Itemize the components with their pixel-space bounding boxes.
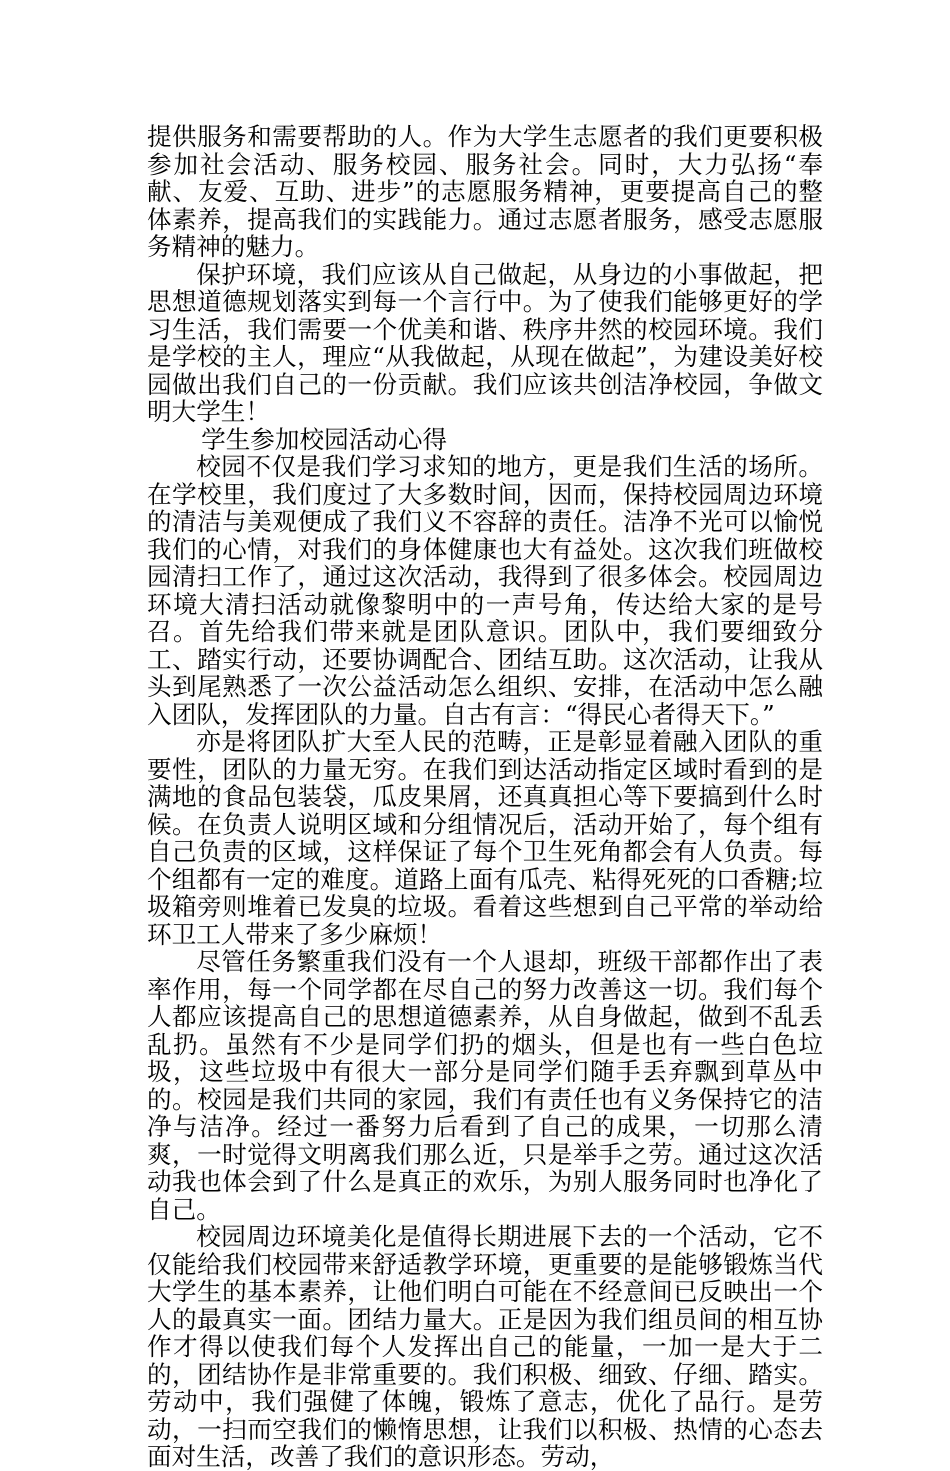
paragraph-campus-beautification: 校园周边环境美化是值得长期进展下去的一个活动，它不仅能给我们校园带来舒适教学环境，更重要的是能够锻炼当代大学生的基本素养，让他们明白可能在不经意间已反映出一个人的最真实一面。团结力量大。正是因为我们组员间的相互协作才得以使我们每个人发挥出自己的能量，一加一是大于二的，团结协作是非常重要的。我们积极、细致、仔细、踏实。劳动中，我们强健了体魄，锻炼了意志，优化了品行。是劳动，一扫而空我们的懒惰思想，让我们以积极、热情的心态去面对生活，改善了我们的意识形态。劳动， (147, 1222, 823, 1471)
paragraph-campus-life: 校园不仅是我们学习求知的地方，更是我们生活的场所。在学校里，我们度过了大多数时间，因而，保持校园周边环境的清洁与美观便成了我们义不容辞的责任。洁净不光可以愉悦我们的心情，对我们的身体健康也大有益处。这次我们班做校园清扫工作了，通过这次活动，我得到了很多体会。校园周边环境大清扫活动就像黎明中的一声号角，传达给大家的是号召。首先给我们带来就是团队意识。团队中，我们要细致分工、踏实行动，还要协调配合、团结互助。这次活动，让我从头到尾熟悉了一次公益活动怎么组织、安排，在活动中怎么融入团队，发挥团队的力量。自古有言：“得民心者得天下。” (147, 452, 823, 729)
paragraph-volunteer-service: 提供服务和需要帮助的人。作为大学生志愿者的我们更要积极参加社会活动、服务校园、服务社会。同时，大力弘扬“奉献、友爱、互助、进步”的志愿服务精神，更要提高自己的整体素养，提高我们的实践能力。通过志愿者服务，感受志愿服务精神的魅力。 (147, 122, 823, 261)
paragraph-team-strength: 亦是将团队扩大至人民的范畴，正是彰显着融入团队的重要性，团队的力量无穷。在我们到达活动指定区域时看到的是满地的食品包装袋，瓜皮果屑，还真真担心等下要搞到什么时候。在负责人说明区域和分组情况后，活动开始了，每个组有自己负责的区域，这样保证了每个卫生死角都会有人负责。每个组都有一定的难度。道路上面有瓜壳、粘得死死的口香糖;垃圾箱旁则堆着已发臭的垃圾。看着这些想到自己平常的举动给环卫工人带来了多少麻烦！ (147, 727, 823, 949)
paragraph-protect-environment: 保护环境，我们应该从自己做起，从身边的小事做起，把思想道德规划落实到每一个言行中。为了使我们能够更好的学习生活，我们需要一个优美和谐、秩序井然的校园环境。我们是学校的主人，理应“从我做起，从现在做起”，为建设美好校园做出我们自己的一份贡献。我们应该共创洁净校园，争做文明大学生！ (147, 259, 823, 426)
document-page (147, 123, 823, 1471)
section-heading: 学生参加校园活动心得 (201, 424, 448, 454)
paragraph-hard-work: 尽管任务繁重我们没有一个人退却，班级干部都作出了表率作用，每一个同学都在尽自己的努力改善这一切。我们每个人都应该提高自己的思想道德素养，从自身做起，做到不乱丢乱扔。虽然有不少是同学们扔的烟头，但是也有一些白色垃圾，这些垃圾中有很大一部分是同学们随手丢弃飘到草丛中的。校园是我们共同的家园，我们有责任也有义务保持它的洁净与洁净。经过一番努力后看到了自己的成果，一切那么清爽，一时觉得文明离我们那么近，只是举手之劳。通过这次活动我也体会到了什么是真正的欢乐，为别人服务同时也净化了自己。 (147, 947, 823, 1224)
